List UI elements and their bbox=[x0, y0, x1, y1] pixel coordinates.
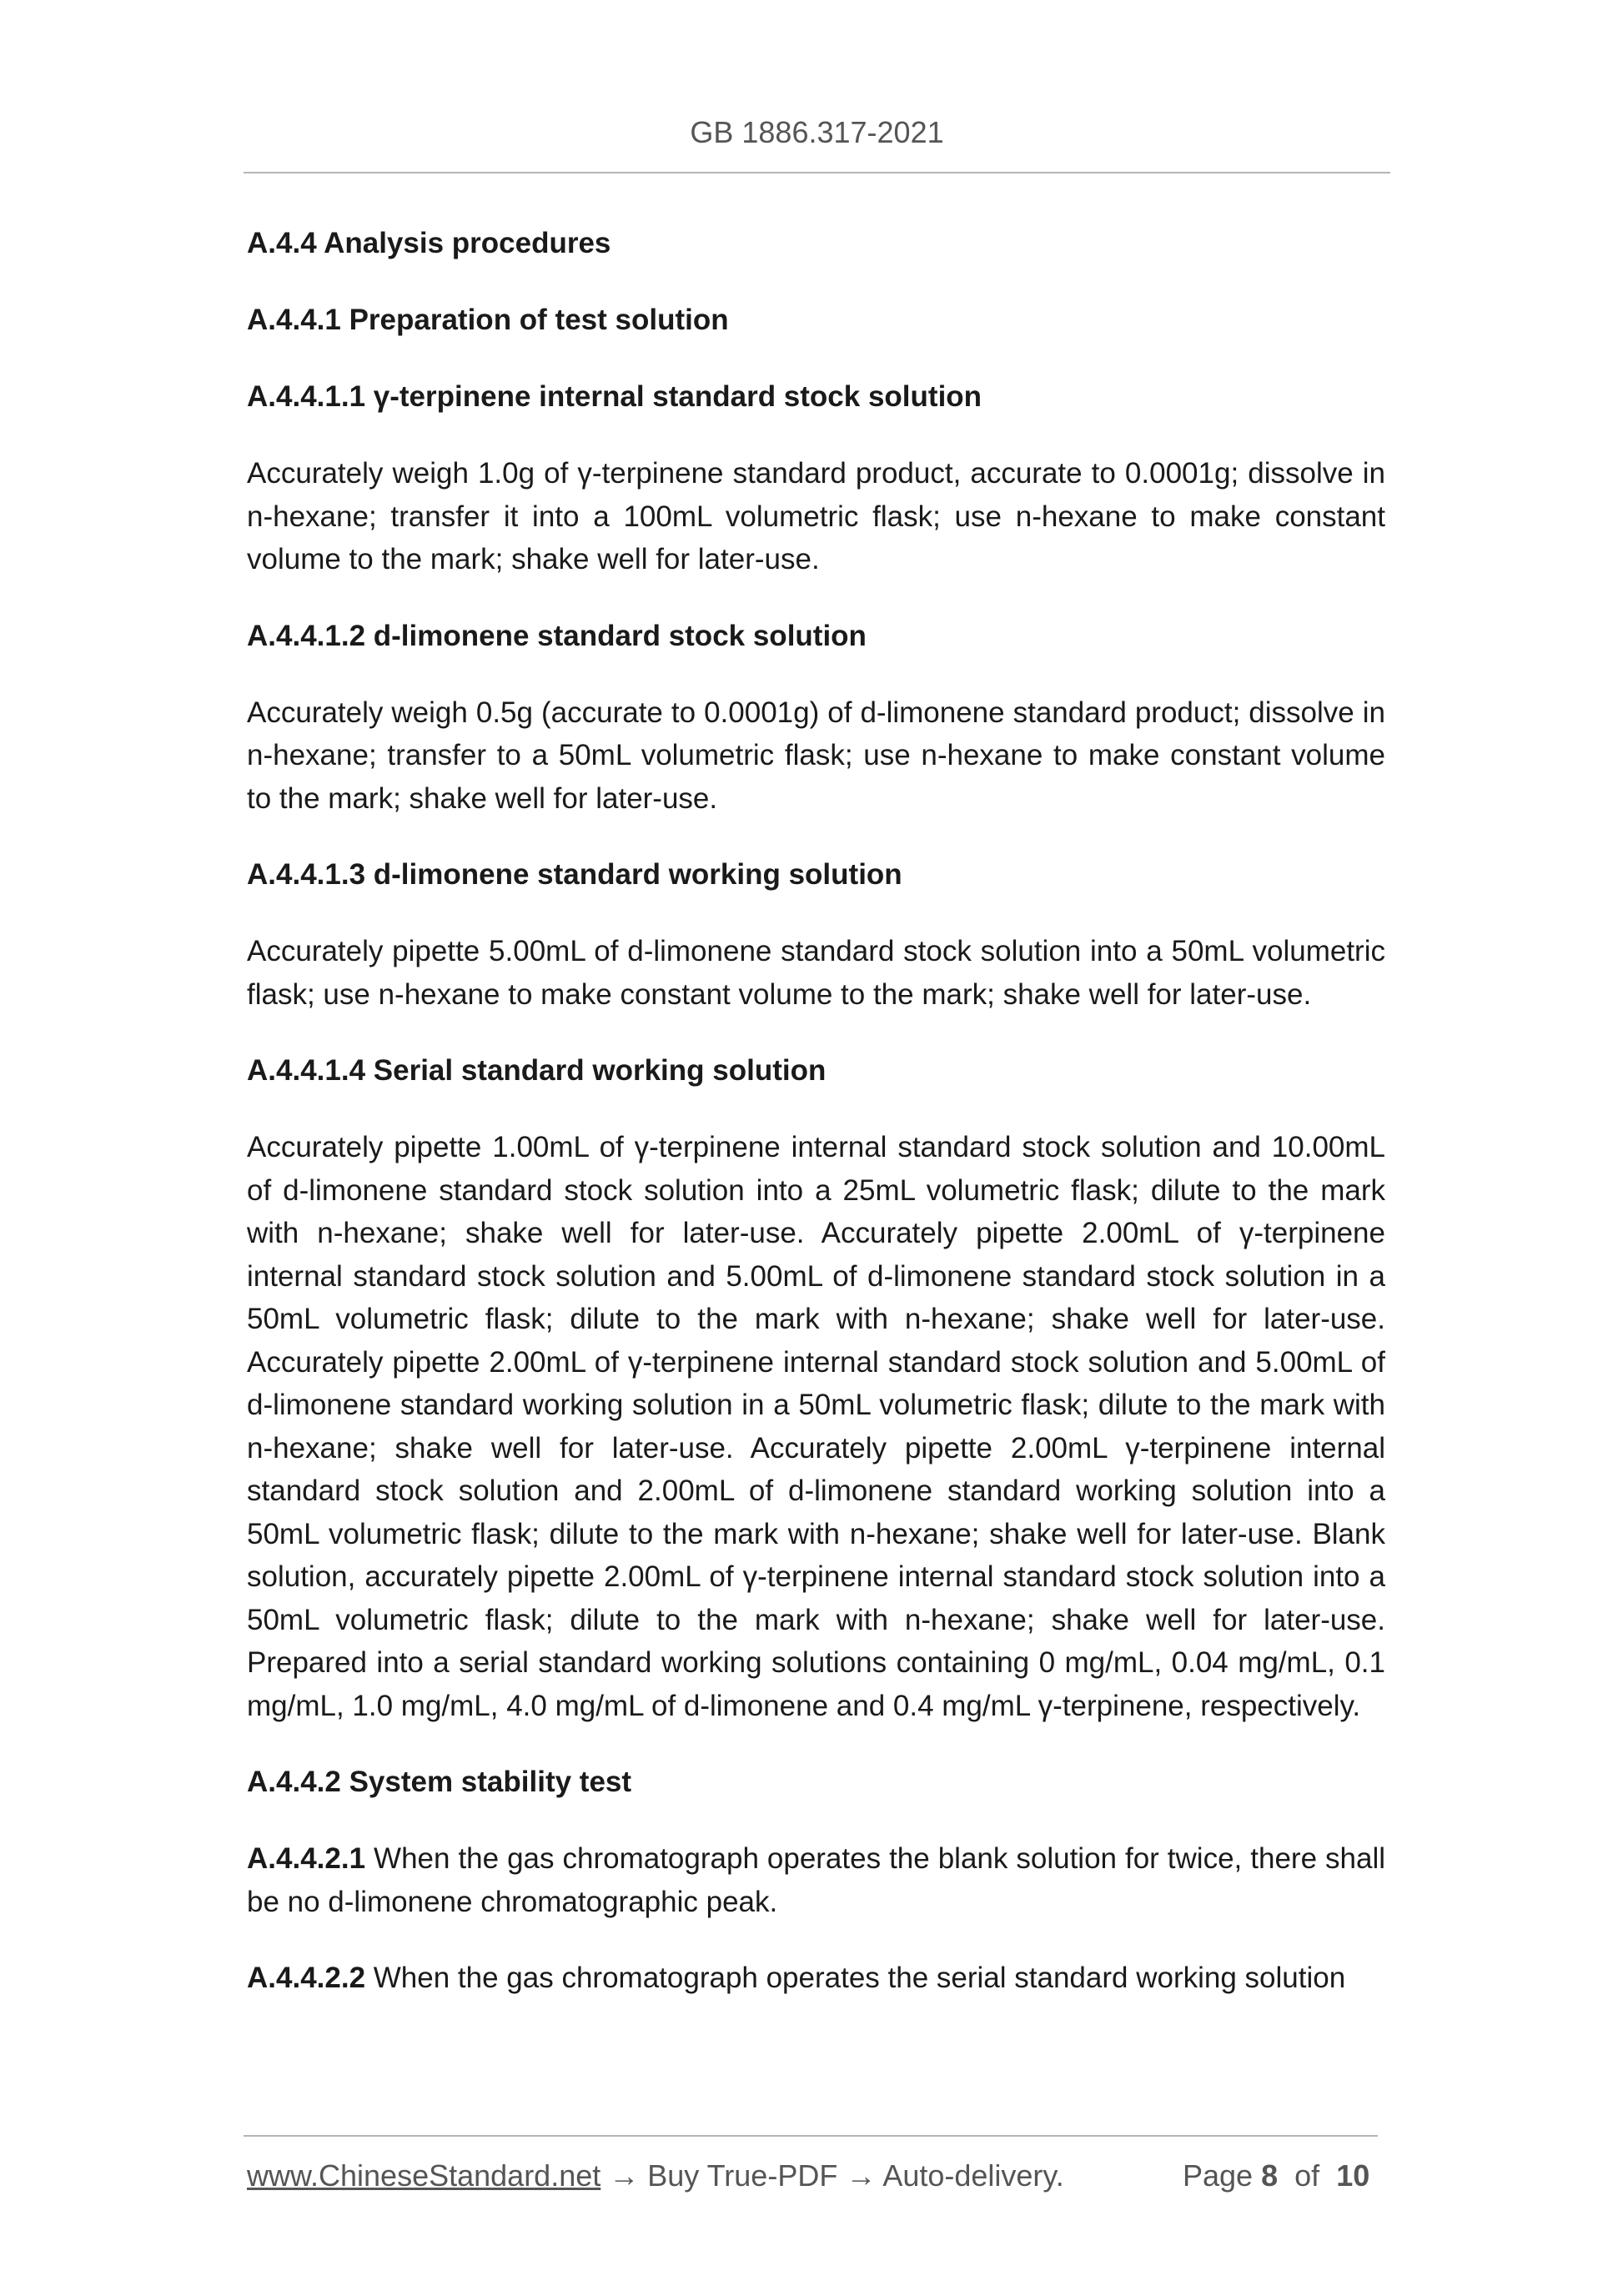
paragraph-a4412: Accurately weigh 0.5g (accurate to 0.0001g) of d-limonene standard product; dissolve in n-hexane; transfer to a 50mL volumetric flask; use n-hexane to make constant volume to the mark; shake well for later-use. bbox=[247, 696, 1385, 815]
paragraph-a4421 bbox=[247, 1837, 1385, 1923]
clause-label-a4421: A.4.4.2.1 bbox=[247, 1842, 366, 1875]
page-word: Page bbox=[1183, 2158, 1254, 2193]
header-divider bbox=[244, 172, 1390, 173]
paragraph-a4414: Accurately pipette 1.00mL of γ-terpinene internal standard stock solution and 10.00mL of d-limonene standard stock solution into a 25mL volumetric flask; dilute to the mark with n-hexane; shake well for later-use. Accurately pipette 2.00mL of γ-terpinene internal standard stock solution and 5.00mL of d-limonene standard stock solution in a 50mL volumetric flask; dilute to the mark with n-hexane; shake well for later-use. Accurately pipette 2.00mL of γ-terpinene internal standard stock solution and 5.00mL of d-limonene standard working solution in a 50mL volumetric flask; dilute to the mark with n-hexane; shake well for later-use. Accurately pipette 2.00mL γ-terpinene internal standard stock solution and 2.00mL of d-limonene standard working solution into a 50mL volumetric flask; dilute to the mark with n-hexane; shake well for later-use. Blank solution, accurately pipette 2.00mL of γ-terpinene internal standard stock solution into a 50mL volumetric flask; dilute to the mark with n-hexane; shake well for later-use. Prepared into a serial standard working solutions containing 0 mg/mL, 0.04 mg/mL, 0.1 mg/mL, 1.0 mg/mL, 4.0 mg/mL of d-limonene and 0.4 mg/mL γ-terpinene, respectively. bbox=[247, 1131, 1385, 1722]
clause-label-a4422: A.4.4.2.2 bbox=[247, 1962, 366, 1994]
page-total: 10 bbox=[1336, 2158, 1370, 2193]
footer-divider bbox=[244, 2135, 1378, 2137]
section-heading-a442: A.4.4.2 System stability test bbox=[247, 1766, 632, 1798]
footer-tagline: → Buy True-PDF → Auto-delivery. bbox=[600, 2158, 1064, 2193]
page-indicator bbox=[1183, 2158, 1369, 2193]
paragraph-a4411: Accurately weigh 1.0g of γ-terpinene standard product, accurate to 0.0001g; dissolve in n-hexane; transfer it into a 100mL volumetric flask; use n-hexane to make constant volume to the mark; shake well for later-use. bbox=[247, 457, 1385, 575]
section-heading-a441: A.4.4.1 Preparation of test solution bbox=[247, 304, 729, 336]
clause-text-a4422: When the gas chromatograph operates the serial standard working solution bbox=[365, 1962, 1346, 1994]
footer-promo bbox=[247, 2158, 1064, 2193]
section-heading-a4414: A.4.4.1.4 Serial standard working solution bbox=[247, 1054, 827, 1087]
paragraph-a4422 bbox=[247, 1957, 1385, 2000]
section-heading-a44: A.4.4 Analysis procedures bbox=[247, 227, 611, 259]
header-doc-id: GB 1886.317-2021 bbox=[690, 115, 944, 149]
paragraph-a4413: Accurately pipette 5.00mL of d-limonene standard stock solution into a 50mL volumetric flask; use n-hexane to make constant volume to the mark; shake well for later-use. bbox=[247, 935, 1385, 1011]
of-word: of bbox=[1294, 2158, 1320, 2193]
section-heading-a4413: A.4.4.1.3 d-limonene standard working solution bbox=[247, 858, 902, 891]
section-heading-a4411: A.4.4.1.1 γ-terpinene internal standard stock solution bbox=[247, 380, 982, 413]
document-body bbox=[247, 222, 1385, 2033]
page-current: 8 bbox=[1261, 2158, 1279, 2193]
section-heading-a4412: A.4.4.1.2 d-limonene standard stock solution bbox=[247, 619, 867, 652]
footer-site-link[interactable]: www.ChineseStandard.net bbox=[247, 2158, 601, 2193]
clause-text-a4421: When the gas chromatograph operates the blank solution for twice, there shall be no d-limonene chromatographic peak. bbox=[247, 1842, 1385, 1918]
